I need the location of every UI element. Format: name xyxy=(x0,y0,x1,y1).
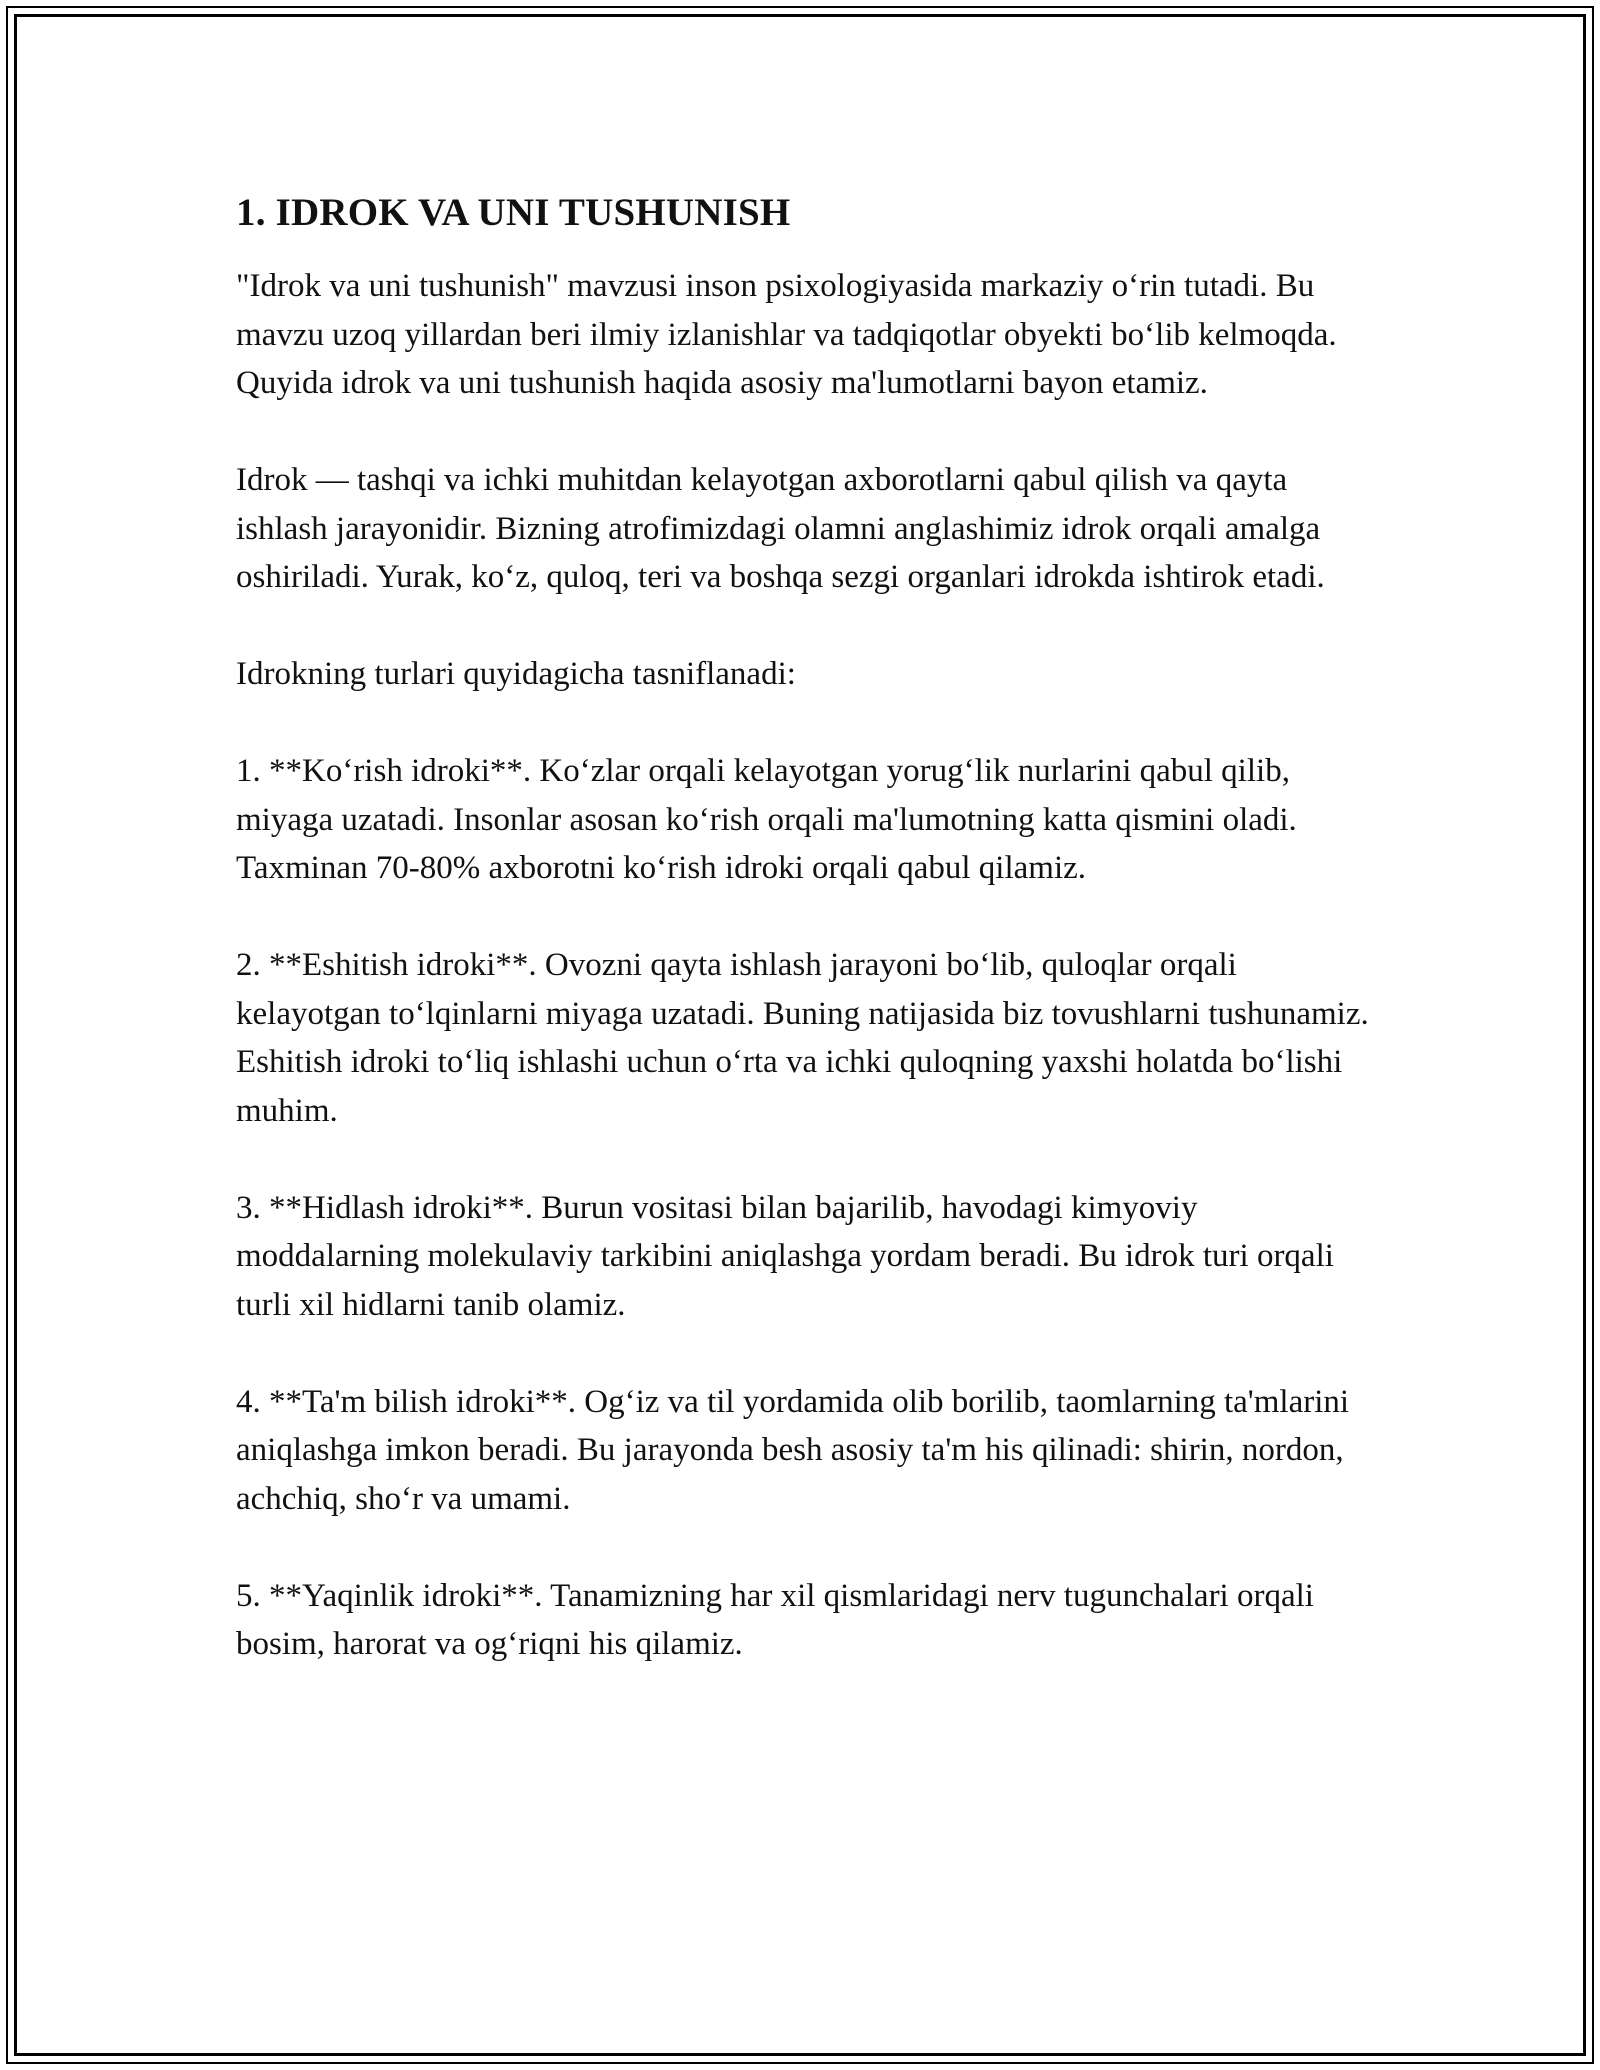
document-body xyxy=(236,186,1386,1717)
list-item-taste-perception: 4. **Ta'm bilish idroki**. Og‘iz va til yordamida olib borilib, taomlarning ta'mlarini aniqlashga imkon beradi. Bu jarayonda besh asosiy ta'm his qilinadi: shirin, nordon, achchiq, sho‘r va umami. xyxy=(236,1383,1350,1517)
document-title: 1. IDROK VA UNI TUSHUNISH xyxy=(236,191,791,234)
list-item-visual-perception: 1. **Ko‘rish idroki**. Ko‘zlar orqali kelayotgan yorug‘lik nurlarini qabul qilib, miyaga uzatadi. Insonlar asosan ko‘rish orqali ma'lumotning katta qismini oladi. Taxminan 70-80% axborotni ko‘rish idroki orqali qabul qilamiz. xyxy=(236,753,1297,886)
paragraph-intro: "Idrok va uni tushunish" mavzusi inson psixologiyasida markaziy o‘rin tutadi. Bu mavzu uzoq yillardan beri ilmiy izlanishlar va tadqiqotlar obyekti bo‘lib kelmoqda. Quyida idrok va uni tushunish haqida asosiy ma'lumotlarni bayon etamiz. xyxy=(236,268,1337,401)
list-item-tactile-perception: 5. **Yaqinlik idroki**. Tanamizning har xil qismlaridagi nerv tugunchalari orqali bosim, harorat va og‘riqni his qilamiz. xyxy=(236,1577,1314,1662)
paragraph-classification: Idrokning turlari quyidagicha tasniflanadi: xyxy=(236,656,796,692)
paragraph-definition: Idrok — tashqi va ichki muhitdan kelayotgan axborotlarni qabul qilish va qayta ishlash jarayonidir. Bizning atrofimizdagi olamni anglashimiz idrok orqali amalga oshiriladi. Yurak, ko‘z, quloq, teri va boshqa sezgi organlari idrokda ishtirok etadi. xyxy=(236,462,1325,595)
list-item-auditory-perception: 2. **Eshitish idroki**. Ovozni qayta ishlash jarayoni bo‘lib, quloqlar orqali kelayotgan to‘lqinlarni miyaga uzatadi. Buning natijasida biz tovushlarni tushunamiz. Eshitish idroki to‘liq ishlashi uchun o‘rta va ichki quloqning yaxshi holatda bo‘lishi muhim. xyxy=(236,947,1369,1129)
list-item-olfactory-perception: 3. **Hidlash idroki**. Burun vositasi bilan bajarilib, havodagi kimyoviy moddalarning molekulaviy tarkibini aniqlashga yordam beradi. Bu idrok turi orqali turli xil hidlarni tanib olamiz. xyxy=(236,1189,1334,1323)
